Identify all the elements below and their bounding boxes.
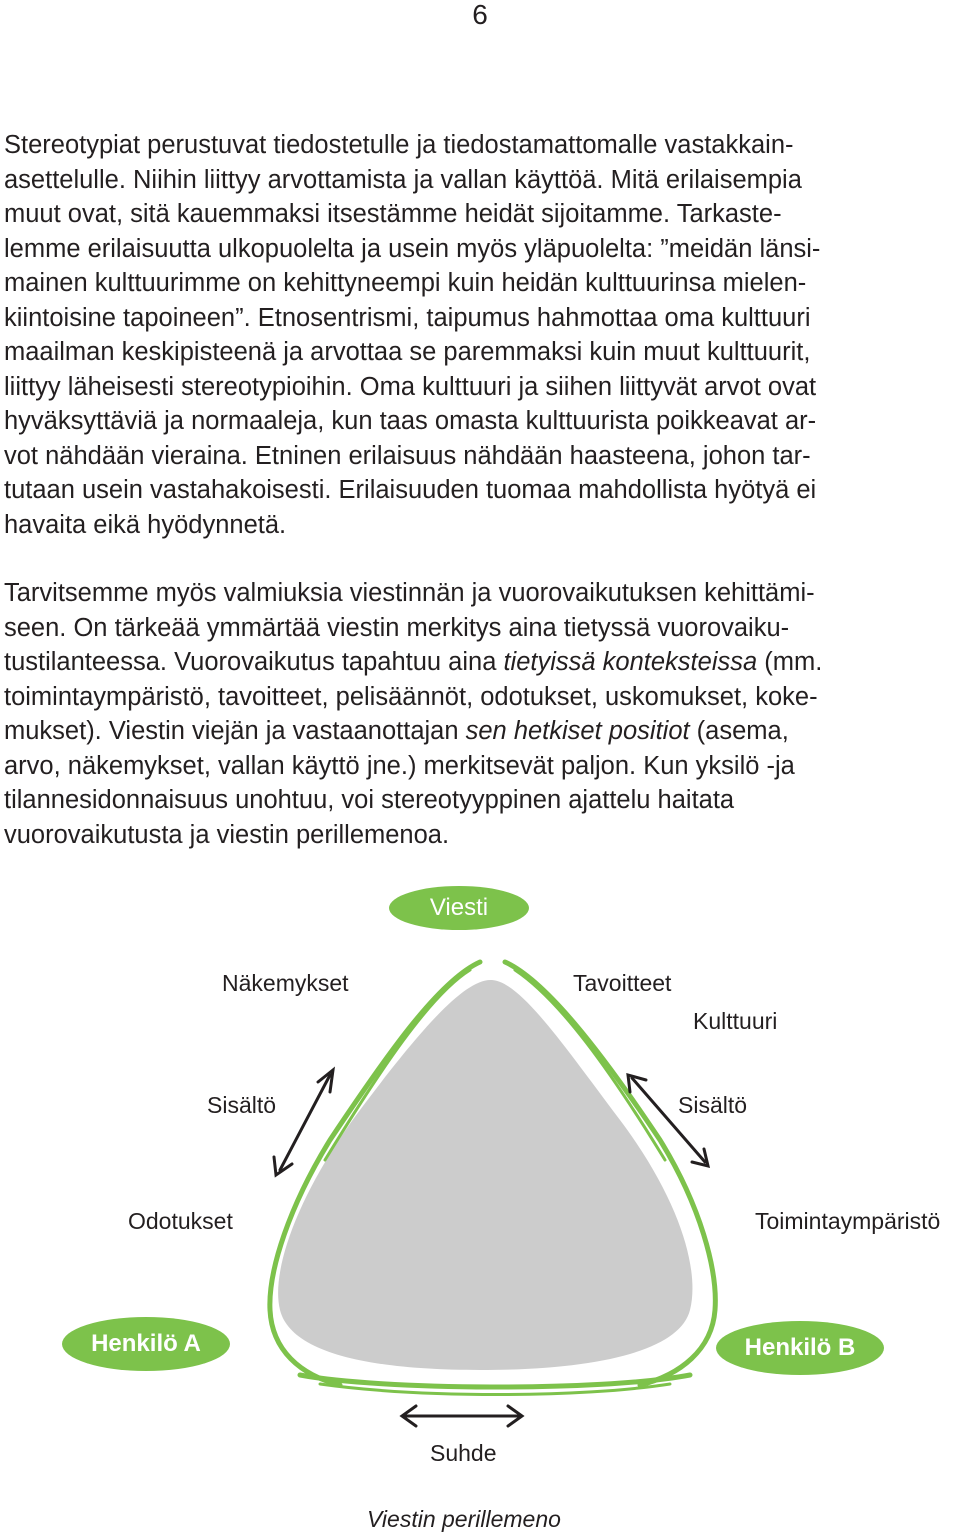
sisalto-left-label: Sisältö	[207, 1092, 277, 1118]
henkilo-a-label: Henkilö A	[91, 1330, 201, 1357]
text-line	[4, 645, 934, 680]
text-segment: (asema,	[689, 717, 789, 745]
arrow-bottom-double	[402, 1406, 522, 1426]
toimintaymparisto-label: Toimintaympäristö	[755, 1208, 941, 1234]
italic-phrase: sen hetkiset positiot	[465, 717, 690, 745]
text-line	[4, 301, 934, 336]
text-segment: seen. On tärkeää ymmärtää viestin merkitys aina tietyssä vuorovaiku-	[4, 613, 790, 642]
tavoitteet-label: Tavoitteet	[573, 970, 672, 996]
text-line	[4, 232, 934, 267]
text-segment: asettelulle. Niihin liittyy arvottamista ja vallan käyttöä. Mitä erilaisempia	[4, 165, 802, 194]
text-segment: liittyy läheisesti stereotypioihin. Oma kulttuuri ja siihen liittyvät arvot ovat	[4, 372, 817, 401]
kulttuuri-label: Kulttuuri	[693, 1008, 778, 1034]
text-line	[4, 404, 934, 439]
text-segment: (mm.	[757, 648, 823, 676]
text-line	[4, 508, 934, 543]
sisalto-right-label: Sisältö	[678, 1092, 748, 1118]
text-line	[4, 611, 934, 646]
text-segment: muut ovat, sitä kauemmaksi itsestämme heidät sijoitamme. Tarkaste-	[4, 200, 782, 228]
text-line	[4, 783, 934, 818]
triangle-shape	[278, 980, 692, 1370]
text-segment: vot nähdään vieraina. Etninen erilaisuus nähdään haasteena, johon tar-	[4, 441, 811, 470]
text-segment: lemme erilaisuutta ulkopuolelta ja usein myös yläpuolelta: ”meidän länsi-	[4, 234, 821, 263]
communication-diagram	[0, 870, 960, 1534]
text-segment: tilannesidonnaisuus unohtuu, voi stereotyyppinen ajattelu haitata	[4, 786, 735, 814]
text-segment: Tarvitsemme myös valmiuksia viestinnän ja vuorovaikutuksen kehittämi-	[4, 579, 815, 607]
text-line	[4, 473, 934, 508]
nakemykset-label: Näkemykset	[222, 970, 349, 996]
henkilo-b-label: Henkilö B	[744, 1334, 856, 1361]
text-line	[4, 439, 934, 474]
italic-phrase: tietyissä konteksteissa	[503, 648, 758, 676]
text-segment: kiintoisine tapoineen”. Etnosentrismi, taipumus hahmottaa oma kulttuuri	[4, 303, 811, 332]
text-line	[4, 576, 934, 611]
text-line	[4, 749, 934, 784]
paragraph-communication	[4, 576, 934, 852]
text-segment: vuorovaikutusta ja viestin perillemenoa.	[4, 820, 450, 849]
text-line	[4, 128, 934, 163]
text-segment: tutaan usein vastahakoisesti. Erilaisuuden tuomaa mahdollista hyötyä ei	[4, 476, 817, 504]
suhde-label: Suhde	[430, 1440, 497, 1466]
text-line	[4, 163, 934, 198]
text-segment: hyväksyttäviä ja normaaleja, kun taas omasta kulttuurista poikkeavat ar-	[4, 407, 817, 435]
text-segment: maailman keskipisteenä ja arvottaa se paremmaksi kuin muut kulttuurit,	[4, 338, 811, 366]
text-line	[4, 818, 934, 853]
diagram-caption: Viestin perillemeno	[367, 1506, 561, 1532]
text-line	[4, 714, 934, 749]
text-segment: arvo, näkemykset, vallan käyttö jne.) merkitsevät paljon. Kun yksilö -ja	[4, 751, 795, 780]
paragraph-stereotypes	[4, 128, 934, 542]
text-segment: tustilanteessa. Vuorovaikutus tapahtuu aina	[4, 648, 504, 676]
text-line	[4, 197, 934, 232]
text-segment: Stereotypiat perustuvat tiedostetulle ja tiedostamattomalle vastakkain-	[4, 131, 794, 159]
page-number: 6	[472, 0, 488, 30]
text-segment: mainen kulttuurimme on kehittyneempi kuin heidän kulttuurinsa mielen-	[4, 269, 807, 297]
text-line	[4, 680, 934, 715]
text-segment: havaita eikä hyödynnetä.	[4, 510, 287, 539]
viesti-label: Viesti	[429, 894, 489, 921]
triangle-outline-bottom	[300, 1375, 690, 1387]
text-segment: mukset). Viestin viejän ja vastaanottajan	[4, 717, 466, 745]
text-segment: toimintaympäristö, tavoitteet, pelisäännöt, odotukset, uskomukset, koke-	[4, 682, 818, 711]
text-line	[4, 335, 934, 370]
diagram-graphic	[0, 870, 960, 1534]
text-line	[4, 370, 934, 405]
odotukset-label: Odotukset	[128, 1208, 233, 1234]
text-line	[4, 266, 934, 301]
